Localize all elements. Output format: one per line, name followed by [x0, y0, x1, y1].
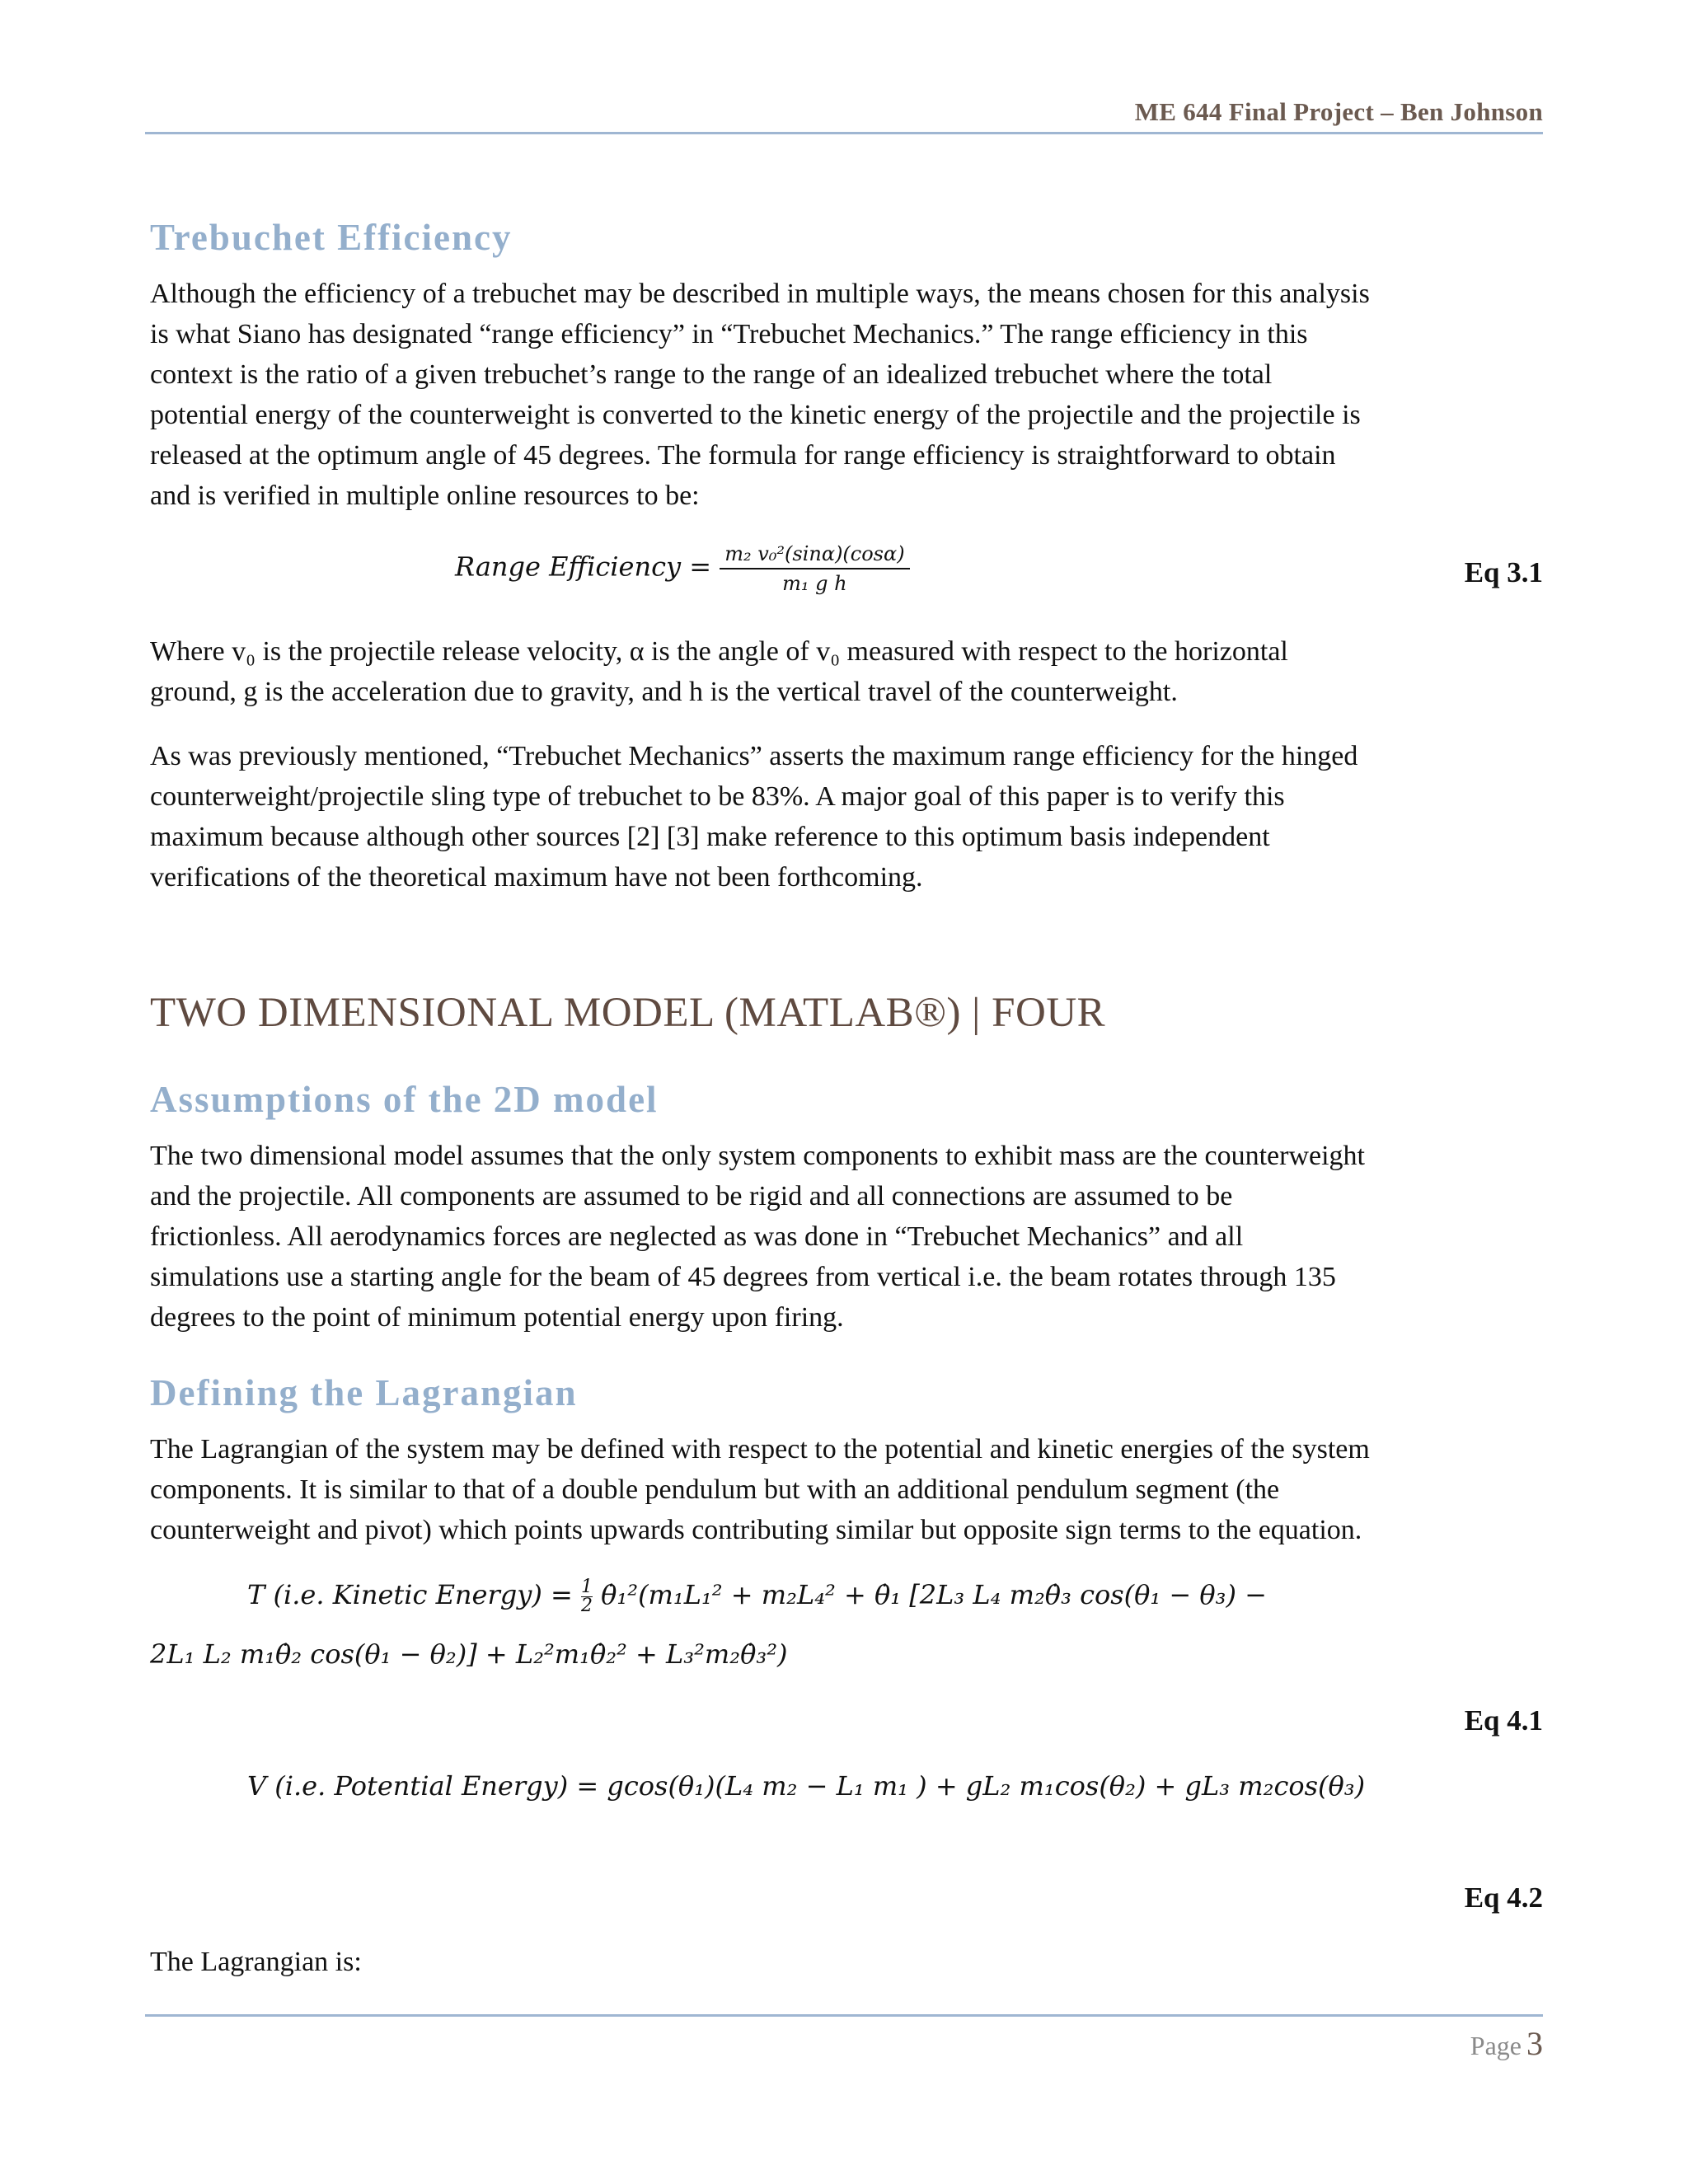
range-efficiency-formula — [455, 540, 910, 598]
text-line: ground, g is the acceleration due to gravity, and h is the vertical travel of the counterweight. — [150, 677, 1178, 707]
kinetic-energy-equation-line-2: 2L₁ L₂ m₁θ̇₂ cos(θ₁ − θ₂)] + L₂²m₁θ̇₂² + L₃²m₂θ̇₃²) — [150, 1638, 788, 1670]
equation-label: Eq 3.1 — [1464, 556, 1543, 588]
closing-line — [150, 1942, 1543, 1982]
half-numerator: 1 — [580, 1577, 593, 1597]
page-number: 3 — [1526, 2025, 1543, 2062]
section-heading-efficiency: Trebuchet Efficiency — [150, 217, 513, 258]
equation-lhs: Range Efficiency = — [455, 551, 712, 583]
efficiency-paragraph-1 — [150, 274, 1543, 516]
text-line: The Lagrangian is: — [150, 1947, 362, 1977]
running-header: ME 644 Final Project – Ben Johnson — [1134, 97, 1543, 126]
kinetic-energy-rhs: θ̇₁²(m₁L₁² + m₂L₄² + θ̇₁ [2L₃ L₄ m₂θ̇₃ cos(θ₁ − θ₃) − — [601, 1579, 1267, 1610]
text-line: context is the ratio of a given trebuchet’s range to the range of an idealized trebuchet where the total — [150, 359, 1273, 390]
half-denominator: 2 — [580, 1596, 593, 1616]
text-line: released at the optimum angle of 45 degrees. The formula for range efficiency is straightforward to obtain — [150, 440, 1336, 471]
text-line: Where v₀ is the projectile release velocity, α is the angle of v₀ measured with respect to the horizontal — [150, 636, 1288, 667]
footer-rule — [145, 2014, 1543, 2017]
lagrangian-paragraph — [150, 1429, 1543, 1550]
text-line: maximum because although other sources [2] [3] make reference to this optimum basis independent — [150, 822, 1270, 852]
text-line: As was previously mentioned, “Trebuchet Mechanics” asserts the maximum range efficiency for the hinged — [150, 741, 1358, 771]
text-line: components. It is similar to that of a double pendulum but with an additional pendulum segment (the — [150, 1474, 1280, 1505]
section-heading-lagrangian: Defining the Lagrangian — [150, 1372, 578, 1413]
kinetic-energy-equation-line-1 — [247, 1578, 1267, 1615]
efficiency-paragraph-3 — [150, 736, 1543, 898]
text-line: degrees to the point of minimum potential energy upon firing. — [150, 1302, 844, 1333]
equation-label-4-2: Eq 4.2 — [1464, 1882, 1543, 1914]
text-line: The Lagrangian of the system may be defined with respect to the potential and kinetic energies of the system — [150, 1434, 1370, 1465]
efficiency-paragraph-2 — [150, 631, 1543, 712]
text-line: counterweight/projectile sling type of trebuchet to be 83%. A major goal of this paper is to verify this — [150, 781, 1285, 812]
page-footer — [1470, 2024, 1543, 2063]
fraction-numerator: m₂ v₀²(sinα)(cosα) — [720, 540, 909, 569]
text-line: is what Siano has designated “range efficiency” in “Trebuchet Mechanics.” The range efficiency in this — [150, 319, 1308, 349]
text-line: potential energy of the counterweight is converted to the kinetic energy of the projectile and the projectile is — [150, 400, 1361, 430]
equation-label-4-1: Eq 4.1 — [1464, 1704, 1543, 1736]
text-line: counterweight and pivot) which points upwards contributing similar but opposite sign terms to the equation. — [150, 1515, 1362, 1545]
page-label: Page — [1470, 2031, 1522, 2060]
text-line: verifications of the theoretical maximum have not been forthcoming. — [150, 862, 923, 893]
fraction-denominator: m₁ g h — [782, 572, 847, 595]
potential-energy-equation: V (i.e. Potential Energy) = gcos(θ₁)(L₄ m₂ − L₁ m₁ ) + gL₂ m₁cos(θ₂) + gL₃ m₂cos(θ₃) — [247, 1770, 1366, 1802]
equation-fraction — [720, 540, 909, 598]
section-heading-assumptions: Assumptions of the 2D model — [150, 1079, 659, 1120]
text-line: The two dimensional model assumes that the only system components to exhibit mass are the counterweight — [150, 1141, 1365, 1171]
text-line: Although the efficiency of a trebuchet may be described in multiple ways, the means chosen for this analysis — [150, 279, 1370, 309]
half-fraction — [581, 1578, 593, 1615]
text-line: simulations use a starting angle for the beam of 45 degrees from vertical i.e. the beam rotates through 135 — [150, 1262, 1336, 1292]
text-line: frictionless. All aerodynamics forces are neglected as was done in “Trebuchet Mechanics” and all — [150, 1221, 1244, 1252]
equation-3-1 — [150, 540, 1543, 614]
header-rule — [145, 132, 1543, 134]
assumptions-paragraph — [150, 1136, 1543, 1338]
text-line: and the projectile. All components are assumed to be rigid and all connections are assumed to be — [150, 1181, 1233, 1212]
text-line: and is verified in multiple online resources to be: — [150, 480, 700, 511]
kinetic-energy-lhs: T (i.e. Kinetic Energy) = — [247, 1579, 573, 1610]
chapter-heading: TWO DIMENSIONAL MODEL (MATLAB®) | FOUR — [150, 990, 1106, 1036]
